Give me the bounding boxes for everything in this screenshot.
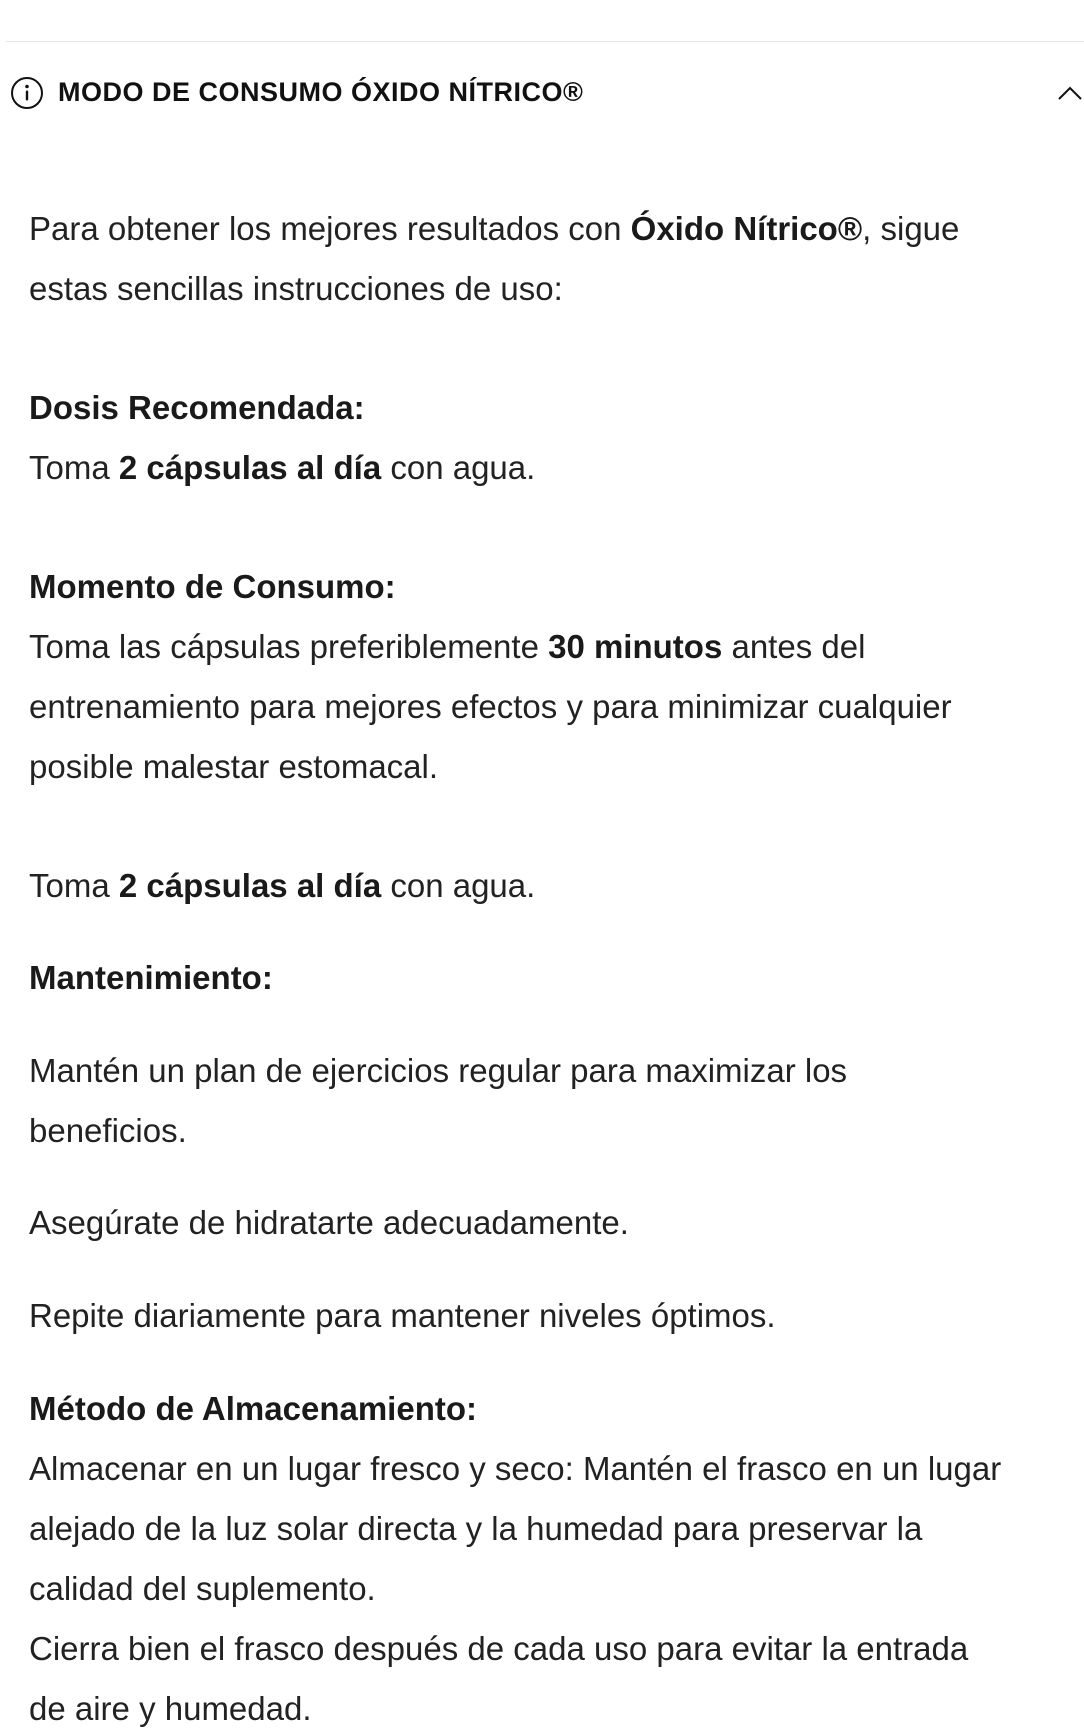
maintenance-p1-line-2: beneficios. (29, 1112, 187, 1149)
dose-text-pre: Toma (29, 449, 119, 486)
timing-line-3: posible malestar estomacal. (29, 748, 439, 785)
dose-repeat-post: con agua. (381, 867, 536, 904)
dose-text (29, 438, 535, 498)
intro-line-2: estas sencillas instrucciones de uso: (29, 270, 563, 307)
product-name: Óxido Nítrico® (630, 210, 863, 247)
dose-repeat-pre: Toma (29, 867, 119, 904)
accordion-title[interactable]: MODO DE CONSUMO ÓXIDO NÍTRICO® (58, 77, 584, 107)
info-icon (10, 76, 44, 110)
timing-text-post: antes del (722, 628, 866, 665)
maintenance-p3: Repite diariamente para mantener niveles óptimos. (29, 1297, 776, 1334)
dose-repeat-amount: 2 cápsulas al día (118, 867, 382, 904)
storage-line-5: de aire y humedad. (29, 1690, 312, 1727)
timing-heading: Momento de Consumo: (29, 568, 396, 605)
timing-line-2: entrenamiento para mejores efectos y para minimizar cualquier (29, 688, 952, 725)
storage-line-3: calidad del suplemento. (29, 1570, 376, 1607)
dose-text-post: con agua. (381, 449, 536, 486)
storage-line-2: alejado de la luz solar directa y la humedad para preservar la (29, 1510, 923, 1547)
maintenance-heading: Mantenimiento: (29, 959, 273, 996)
maintenance-p2: Asegúrate de hidratarte adecuadamente. (29, 1204, 629, 1241)
intro-line-1 (29, 199, 959, 259)
intro-text-pre: Para obtener los mejores resultados con (29, 210, 631, 247)
storage-line-1: Almacenar en un lugar fresco y seco: Mantén el frasco en un lugar (29, 1450, 1002, 1487)
storage-line-4: Cierra bien el frasco después de cada uso para evitar la entrada (29, 1630, 969, 1667)
timing-text-pre: Toma las cápsulas preferiblemente (29, 628, 549, 665)
dose-amount: 2 cápsulas al día (118, 449, 382, 486)
storage-heading: Método de Almacenamiento: (29, 1390, 477, 1427)
timing-minutes: 30 minutos (548, 628, 723, 665)
chevron-up-icon[interactable] (1056, 84, 1084, 102)
dose-heading: Dosis Recomendada: (29, 389, 365, 426)
intro-text-post: , sigue (862, 210, 960, 247)
maintenance-p1-line-1: Mantén un plan de ejercicios regular para maximizar los (29, 1052, 848, 1089)
timing-line-1 (29, 617, 865, 677)
dose-repeat-text (29, 856, 535, 916)
